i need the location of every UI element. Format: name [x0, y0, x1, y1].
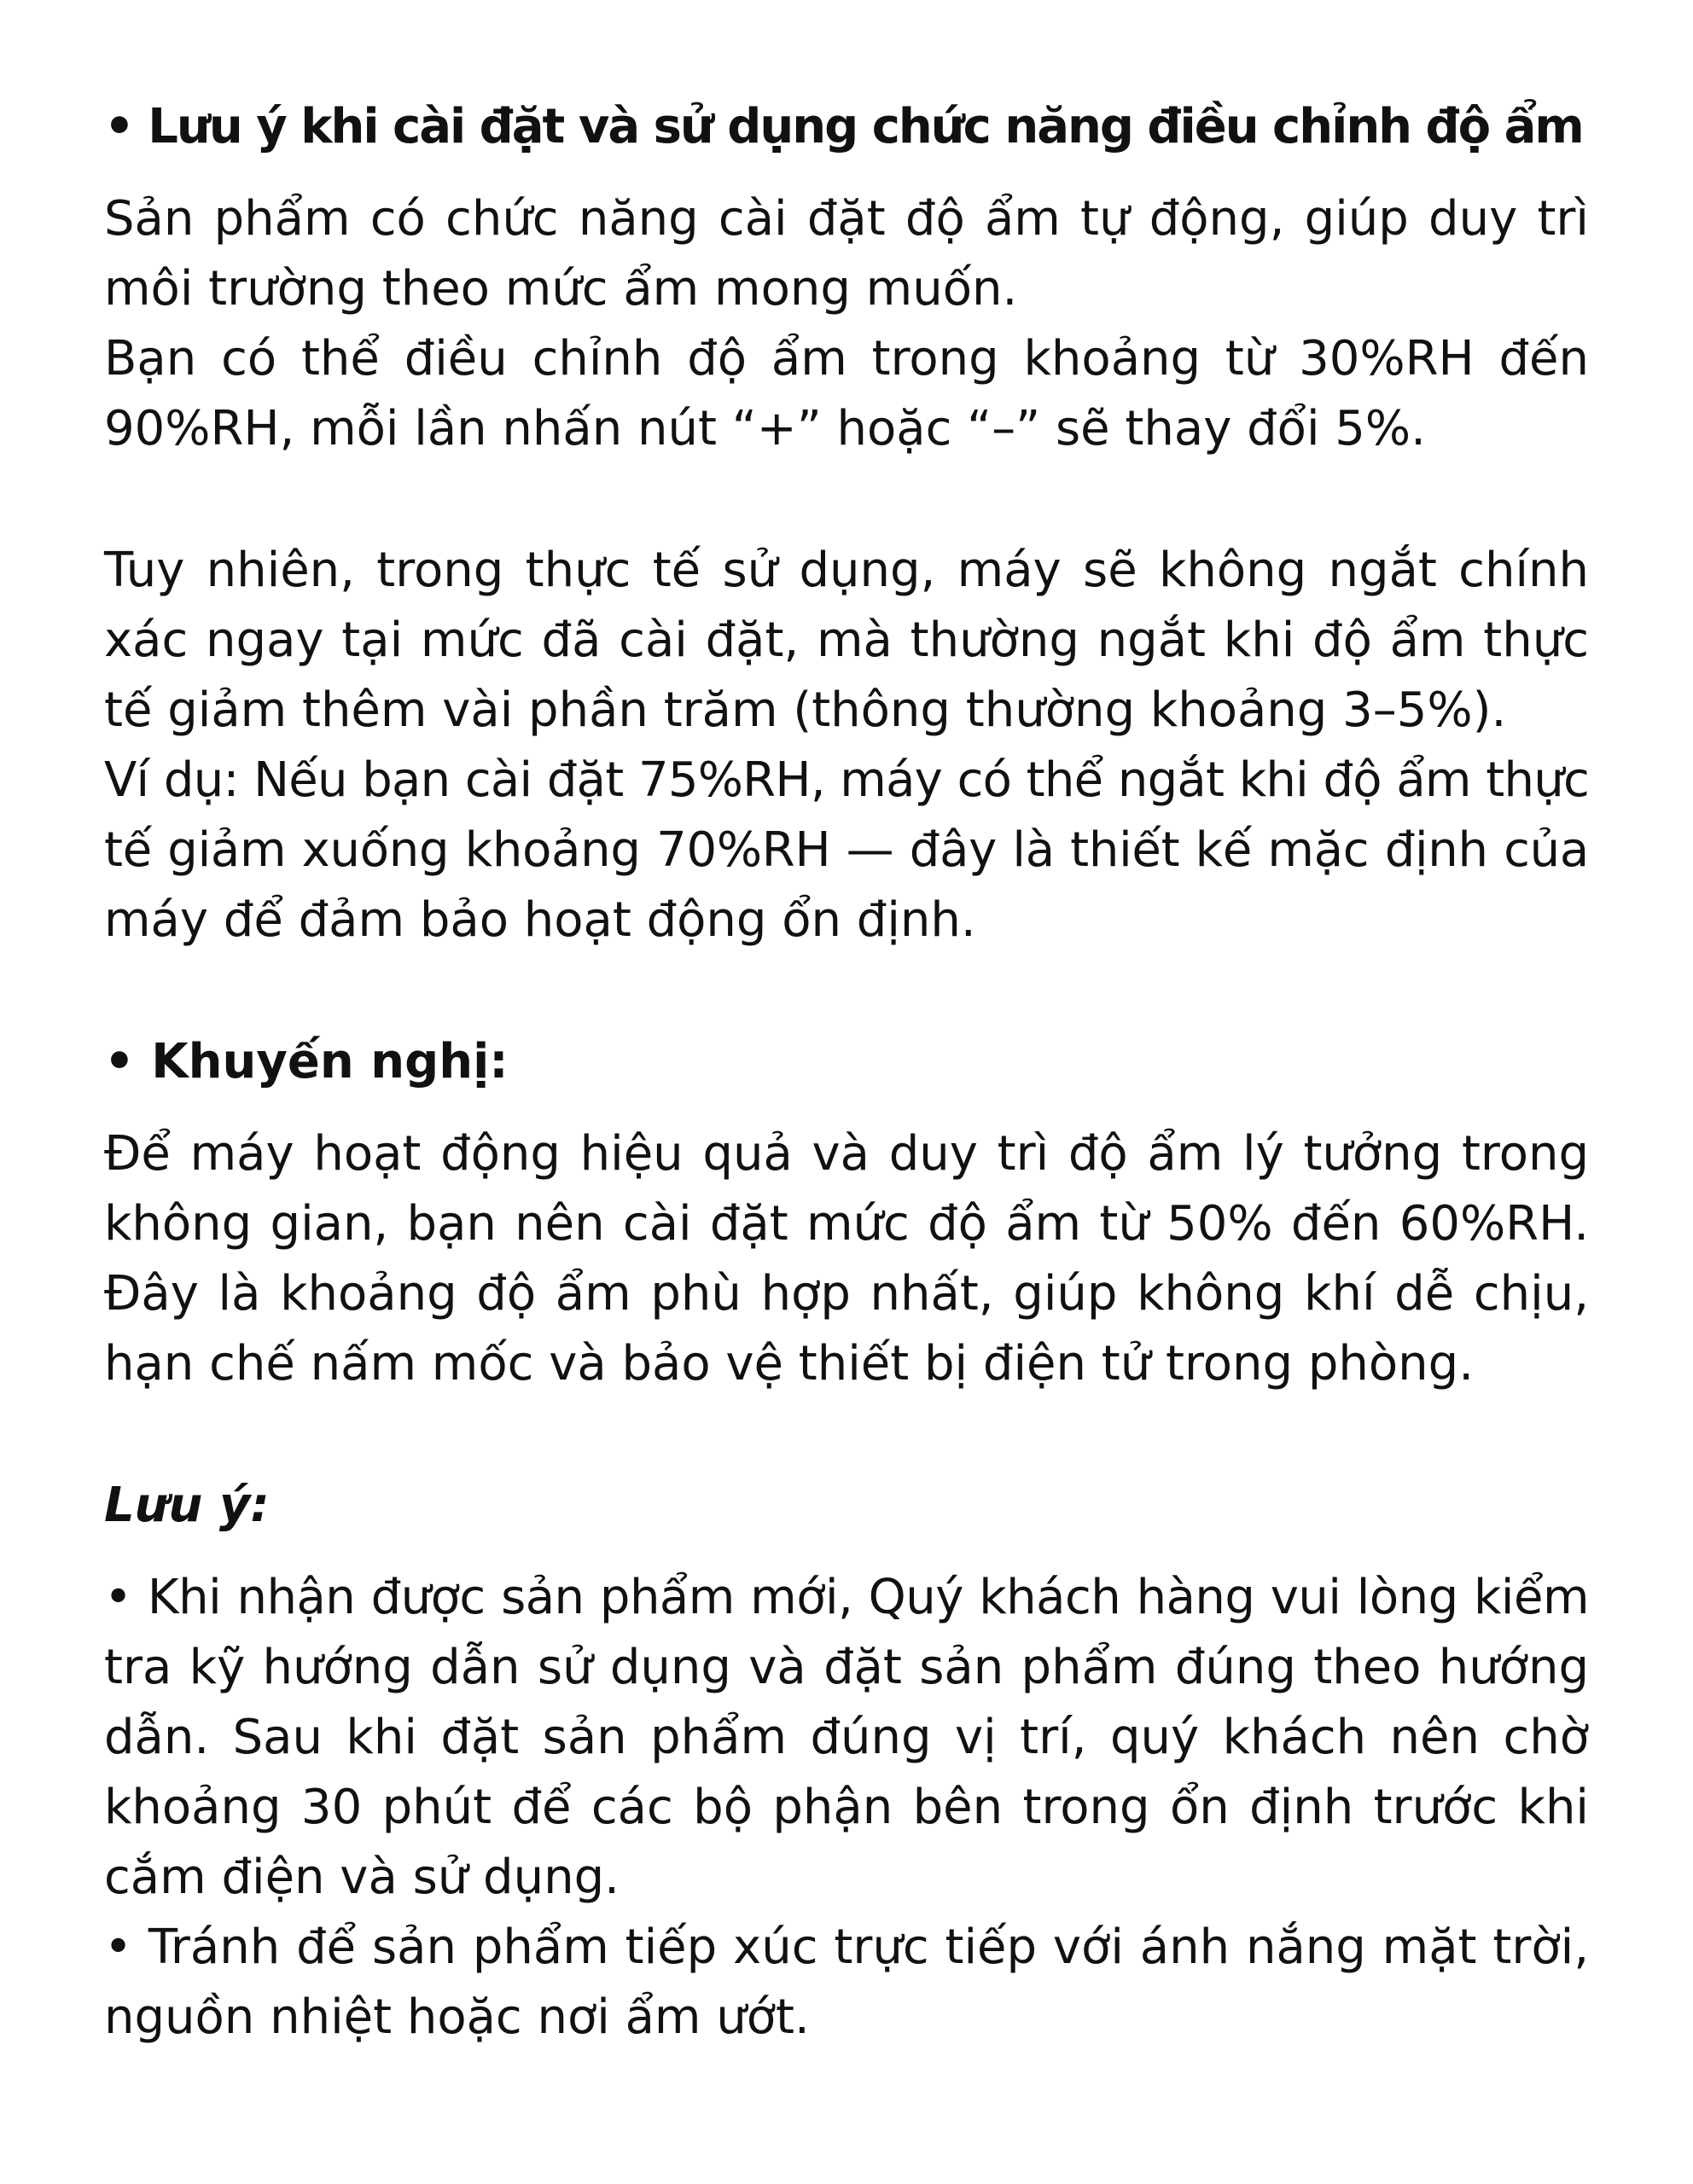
paragraph-recommendation [104, 1119, 1589, 1399]
text-line: tế giảm xuống khoảng 70%RH — đây là thiết kế mặc định của [104, 822, 1589, 878]
text-line: tế giảm thêm vài phần trăm (thông thường khoảng 3–5%). [104, 682, 1507, 738]
text-line: Tuy nhiên, trong thực tế sử dụng, máy sẽ không ngắt chính [104, 543, 1589, 598]
paragraph-cutoff-behavior [104, 536, 1589, 956]
text-line: • Khi nhận được sản phẩm mới, Quý khách hàng vui lòng kiểm [104, 1570, 1589, 1625]
text-line: dẫn. Sau khi đặt sản phẩm đúng vị trí, quý khách nên chờ [104, 1710, 1589, 1765]
text-line: không gian, bạn nên cài đặt mức độ ẩm từ 50% đến 60%RH. [104, 1196, 1589, 1252]
spacer [104, 1097, 1589, 1119]
paragraph-humidity-range [104, 184, 1589, 464]
text-line: cắm điện và sử dụng. [104, 1850, 620, 1905]
text-line: Sản phẩm có chức năng cài đặt độ ẩm tự động, giúp duy trì [104, 191, 1589, 247]
text-line: Bạn có thể điều chỉnh độ ẩm trong khoảng từ 30%RH đến [104, 331, 1589, 386]
spacer [104, 956, 1589, 1027]
text-line: xác ngay tại mức đã cài đặt, mà thường ngắt khi độ ẩm thực [104, 613, 1589, 668]
text-line: tra kỹ hướng dẫn sử dụng và đặt sản phẩm đúng theo hướng [104, 1640, 1589, 1695]
section-heading-humidity-settings: • Lưu ý khi cài đặt và sử dụng chức năng điều chỉnh độ ẩm [104, 99, 1583, 154]
section-heading-recommendation: • Khuyến nghị: [104, 1034, 509, 1089]
text-line: hạn chế nấm mốc và bảo vệ thiết bị điện tử trong phòng. [104, 1336, 1474, 1391]
text-line: khoảng 30 phút để các bộ phận bên trong ổn định trước khi [104, 1780, 1589, 1835]
spacer [104, 162, 1589, 184]
text-line: nguồn nhiệt hoặc nơi ẩm ướt. [104, 1989, 810, 2045]
text-line: 90%RH, mỗi lần nhấn nút “+” hoặc “–” sẽ thay đổi 5%. [104, 401, 1426, 456]
text-line: Ví dụ: Nếu bạn cài đặt 75%RH, máy có thể ngắt khi độ ẩm thực [104, 752, 1589, 808]
text-line: máy để đảm bảo hoạt động ổn định. [104, 892, 976, 948]
text-line: Để máy hoạt động hiệu quả và duy trì độ ẩm lý tưởng trong [104, 1126, 1589, 1182]
note-bullet-new-product [104, 1563, 1589, 1913]
text-line: Đây là khoảng độ ẩm phù hợp nhất, giúp không khí dễ chịu, [104, 1266, 1589, 1321]
document-body [104, 92, 1589, 2053]
note-bullet-avoid-sunlight [104, 1913, 1589, 2053]
section-heading-notes: Lưu ý: [104, 1478, 270, 1533]
text-line: • Tránh để sản phẩm tiếp xúc trực tiếp với ánh nắng mặt trời, [104, 1920, 1589, 1975]
spacer [104, 1399, 1589, 1471]
text-line: môi trường theo mức ẩm mong muốn. [104, 261, 1018, 317]
spacer [104, 464, 1589, 536]
spacer [104, 1541, 1589, 1563]
